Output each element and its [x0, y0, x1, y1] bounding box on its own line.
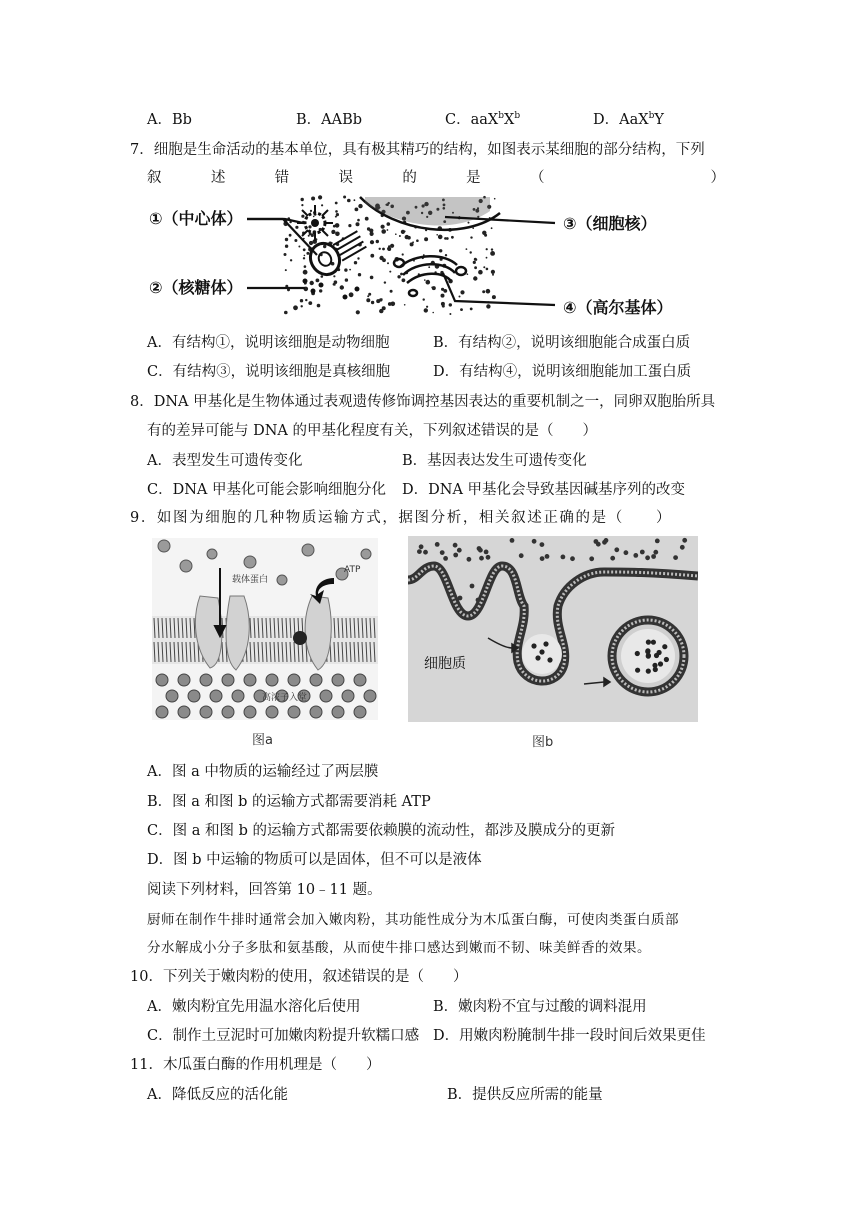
figure-b-endocytosis	[408, 536, 698, 752]
q7-option-a: A．有结构①，说明该细胞是动物细胞	[147, 335, 390, 351]
q8-stem-line1: 8．DNA 甲基化是生物体通过表观遗传修饰调控基因表达的重要机制之一，同卵双胞胎所具	[130, 394, 716, 410]
q11-option-a: A．降低反应的活化能	[147, 1087, 288, 1103]
label-ribosome: ②（核糖体）	[149, 278, 243, 297]
label-bottom: 高浓子入堂	[262, 693, 308, 703]
q10-option-c: C．制作土豆泥时可加嫩肉粉提升软糯口感	[147, 1028, 420, 1044]
q6-option-a: A．Bb	[147, 112, 192, 128]
q8-option-b: B．基因表达发生可遗传变化	[402, 453, 587, 469]
q9-option-d: D．图 b 中运输的物质可以是固体，但不可以是液体	[147, 852, 482, 868]
vesicle	[612, 620, 684, 692]
reading-paragraph-line1: 厨师在制作牛排时通常会加入嫩肉粉，其功能性成分为木瓜蛋白酶，可使肉类蛋白质部	[147, 912, 679, 928]
q7-char: 错	[274, 170, 290, 186]
q9-stem: 9．如图为细胞的几种物质运输方式，据图分析，相关叙述正确的是（ ）	[130, 510, 673, 526]
q9-option-b: B．图 a 和图 b 的运输方式都需要消耗 ATP	[147, 794, 431, 810]
q7-stem-line1: 7．细胞是生命活动的基本单位，具有极其精巧的结构，如图表示某细胞的部分结构，下列	[130, 142, 705, 158]
figure-b-caption: 图b	[532, 735, 554, 750]
q10-option-a: A．嫩肉粉宜先用温水溶化后使用	[147, 999, 361, 1015]
q7-char: 述	[210, 170, 226, 186]
q7-char: 误	[338, 170, 353, 186]
q7-char: （	[529, 170, 545, 186]
cell-structure-figure	[145, 193, 705, 321]
label-atp: ATP	[344, 565, 361, 575]
q11-option-b: B．提供反应所需的能量	[447, 1087, 603, 1103]
label-golgi: ④（高尔基体）	[563, 298, 673, 317]
q7-char: ）	[710, 170, 725, 186]
q10-stem: 10．下列关于嫩肉粉的使用，叙述错误的是（ ）	[130, 969, 468, 985]
q10-option-b: B．嫩肉粉不宜与过酸的调料混用	[433, 999, 647, 1015]
q7-option-d: D．有结构④，说明该细胞能加工蛋白质	[433, 364, 692, 380]
q10-option-d: D．用嫩肉粉腌制牛排一段时间后效果更佳	[433, 1028, 706, 1044]
label-carrier-protein: 载体蛋白	[232, 575, 269, 585]
q6-option-d: D．AaX$^b$Y	[593, 111, 664, 128]
reading-paragraph-line2: 分水解成小分子多肽和氨基酸，从而使牛排口感达到嫩而不韧、味美鲜香的效果。	[147, 940, 651, 956]
lipid-bilayer	[152, 616, 378, 664]
q7-char: 叙	[147, 170, 162, 186]
q7-option-c: C．有结构③，说明该细胞是真核细胞	[147, 364, 391, 380]
figure-a-caption: 图a	[252, 733, 273, 748]
q9-option-a: A．图 a 中物质的运输经过了两层膜	[147, 764, 379, 780]
label-nucleus: ③（细胞核）	[563, 214, 657, 233]
q6-option-c: C．$aaX^bX^b$	[445, 111, 521, 128]
transported-molecule	[293, 631, 307, 645]
q9-option-c: C．图 a 和图 b 的运输方式都需要依赖膜的流动性，都涉及膜成分的更新	[147, 823, 615, 839]
q8-option-c: C．DNA 甲基化可能会影响细胞分化	[147, 482, 386, 498]
q8-option-a: A．表型发生可遗传变化	[147, 453, 303, 469]
q8-option-d: D．DNA 甲基化会导致基因碱基序列的改变	[402, 482, 686, 498]
label-cytoplasm: 细胞质	[424, 656, 466, 672]
q8-stem-line2: 有的差异可能与 DNA 的甲基化程度有关，下列叙述错误的是（ ）	[147, 423, 598, 439]
figure-a-membrane-transport	[152, 538, 378, 752]
q7-char: 是	[466, 170, 481, 186]
q7-option-b: B．有结构②，说明该细胞能合成蛋白质	[433, 335, 691, 351]
q11-stem: 11．木瓜蛋白酶的作用机理是（ ）	[130, 1057, 381, 1073]
q7-stem-line2	[147, 168, 725, 188]
q6-option-b: B．AABb	[296, 112, 363, 128]
reading-intro: 阅读下列材料，回答第 10﹣11 题。	[147, 882, 382, 898]
q7-char: 的	[402, 170, 417, 186]
label-centrosome: ①（中心体）	[149, 209, 243, 228]
